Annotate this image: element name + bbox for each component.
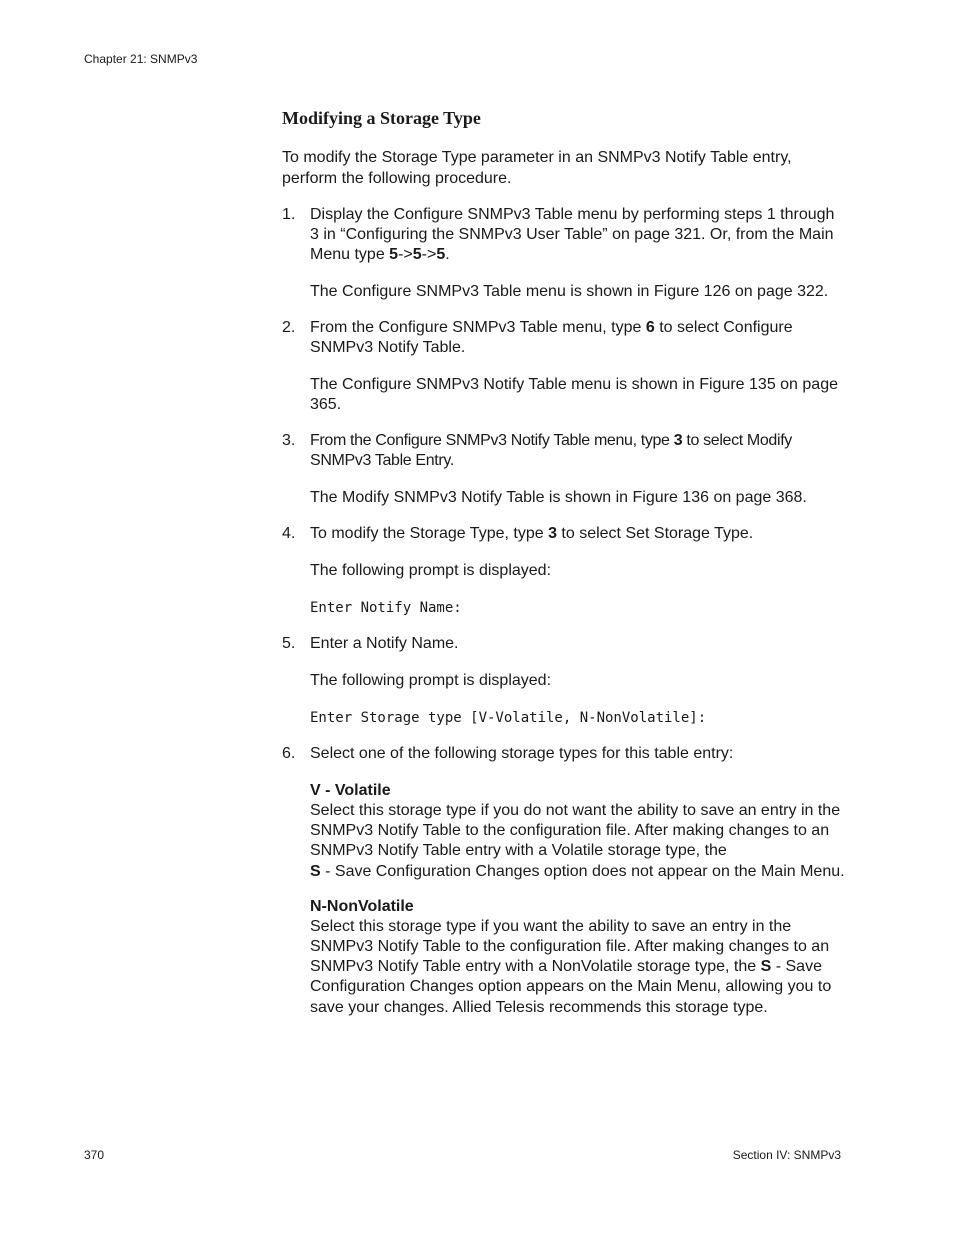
step-text: Enter a Notify Name. [310,635,459,652]
command-prompt: Enter Storage type [V-Volatile, N-NonVolatile]: [310,710,707,726]
page-number: 370 [84,1148,105,1162]
step-number: 1. [282,206,296,223]
section-title: Modifying a Storage Type [282,108,481,128]
step-6 [282,744,847,1018]
step-number: 2. [282,319,296,336]
option-volatile [310,781,847,882]
step-note: The Modify SNMPv3 Notify Table is shown in Figure 136 on page 368. [310,489,807,506]
step-1 [282,205,847,302]
command-prompt: Enter Notify Name: [310,600,462,616]
step-4 [282,524,847,618]
running-header: Chapter 21: SNMPv3 [84,52,198,66]
step-number: 3. [282,432,296,449]
step-note: The following prompt is displayed: [310,562,552,579]
step-text: From the Configure SNMPv3 Notify Table menu, type 3 to select Modify SNMPv3 Table Entry. [310,432,792,469]
step-5 [282,634,847,728]
step-note: The Configure SNMPv3 Table menu is shown in Figure 126 on page 322. [310,283,829,300]
page-content [282,108,847,1034]
step-text: Select one of the following storage types for this table entry: [310,745,734,762]
procedure-steps [282,205,847,1018]
step-number: 4. [282,525,296,542]
step-3 [282,431,847,508]
step-note: The following prompt is displayed: [310,672,552,689]
option-term: N-NonVolatile [310,897,414,915]
step-note: The Configure SNMPv3 Notify Table menu is shown in Figure 135 on page 365. [310,376,838,413]
step-text: From the Configure SNMPv3 Table menu, type 6 to select Configure SNMPv3 Notify Table. [310,319,793,356]
intro-paragraph: To modify the Storage Type parameter in an SNMPv3 Notify Table entry, perform the following procedure. [282,149,792,187]
option-term: V - Volatile [310,782,391,799]
step-text: To modify the Storage Type, type 3 to select Set Storage Type. [310,525,754,542]
running-footer: Section IV: SNMPv3 [732,1148,841,1162]
step-2 [282,318,847,415]
option-description: Select this storage type if you want the ability to save an entry in the SNMPv3 Notify Table to the configuration file. After making changes to an SNMPv3 Notify Table entry with a NonVolatile storage type, the S - Save Configuration Changes option appears on the Main Menu, allowing you to save your changes. Allied Telesis recommends this storage type. [310,917,832,1016]
step-text: Display the Configure SNMPv3 Table menu by performing steps 1 through 3 in “Configuring the SNMPv3 User Table” on page 321. Or, from the Main Menu type 5->5->5. [310,206,835,263]
step-number: 5. [282,635,296,652]
step-number: 6. [282,745,296,762]
option-description: Select this storage type if you do not want the ability to save an entry in the SNMPv3 Notify Table to the configuration file. After making changes to an SNMPv3 Notify Table entry with a Volatile storage type, the S - Save Configuration Changes option does not appear on the Main Menu. [310,802,845,880]
option-nonvolatile [310,897,847,1018]
